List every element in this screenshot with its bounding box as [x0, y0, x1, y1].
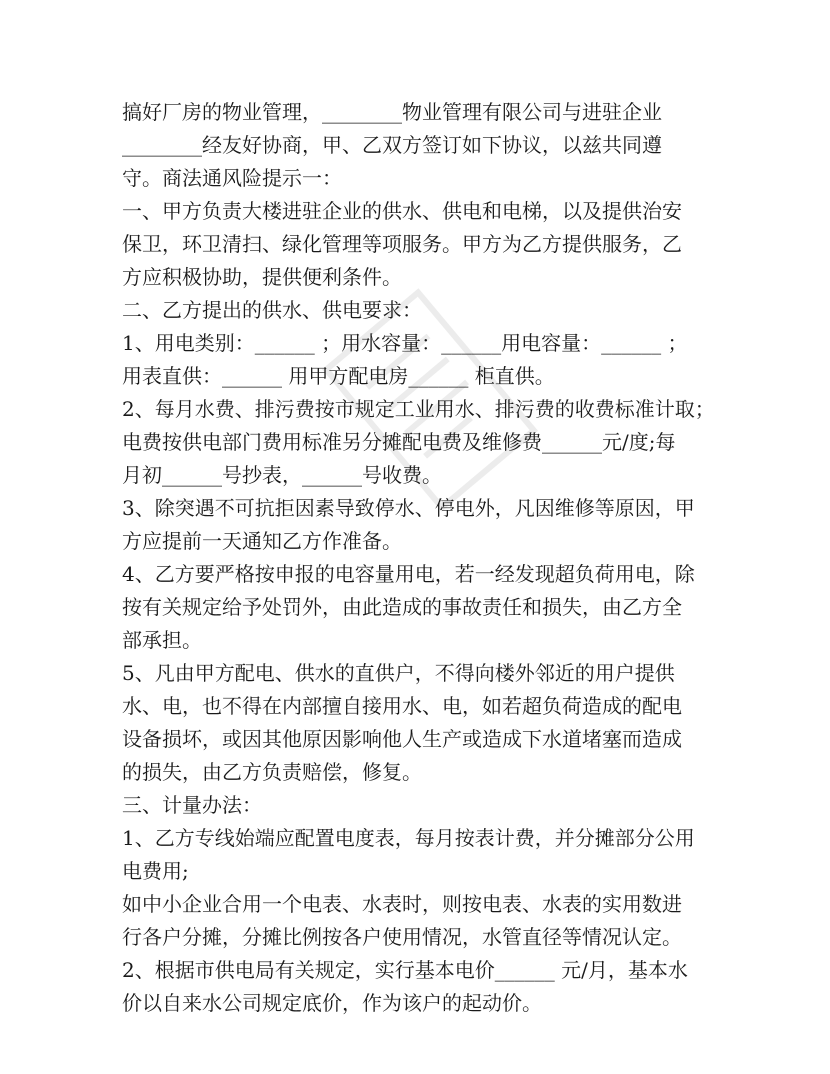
text-line: 按有关规定给予处罚外，由此造成的事故责任和损失，由乙方全: [122, 595, 682, 619]
text-line: 部承担。: [122, 628, 202, 652]
text-line: 搞好厂房的物业管理，________物业管理有限公司与进驻企业: [122, 100, 662, 124]
text-line: 三、计量办法：: [122, 793, 262, 817]
text-line: 月初______号抄表，______号收费。: [122, 463, 442, 487]
text-line: 1、乙方专线始端应配置电度表，每月按表计费，并分摊部分公用: [122, 826, 695, 850]
text-line: 电费用;: [122, 859, 189, 883]
text-line: 守。商法通风险提示一：: [122, 166, 342, 190]
text-line: 如中小企业合用一个电表、水表时，则按电表、水表的实用数进: [122, 892, 682, 916]
text-line: 4、乙方要严格按申报的电容量用电，若一经发现超负荷用电，除: [122, 562, 695, 586]
text-line: ________经友好协商，甲、乙双方签订如下协议，以兹共同遵: [122, 133, 662, 157]
text-line: 保卫，环卫清扫、绿化管理等项服务。甲方为乙方提供服务，乙: [122, 232, 682, 256]
text-line: 行各户分摊，分摊比例按各户使用情况，水管直径等情况认定。: [122, 925, 682, 949]
text-line: 设备损坏，或因其他原因影响他人生产或造成下水道堵塞而造成: [122, 727, 682, 751]
text-line: 水、电，也不得在内部擅自接用水、电，如若超负荷造成的配电: [122, 694, 682, 718]
text-line: 2、根据市供电局有关规定，实行基本电价______ 元/月，基本水: [122, 958, 688, 982]
document-body: [122, 96, 722, 1020]
text-line: 2、每月水费、排污费按市规定工业用水、排污费的收费标准计取；: [122, 397, 715, 421]
text-line: 方应提前一天通知乙方作准备。: [122, 529, 402, 553]
text-line: 用表直供：______ 用甲方配电房______ 柜直供。: [122, 364, 555, 388]
text-line: 一、甲方负责大楼进驻企业的供水、供电和电梯，以及提供治安: [122, 199, 682, 223]
text-line: 3、除突遇不可抗拒因素导致停水、停电外，凡因维修等原因，甲: [122, 496, 695, 520]
text-line: 价以自来水公司规定底价，作为该户的起动价。: [122, 991, 542, 1015]
text-line: 1、用电类别：______ ；用水容量：______用电容量：______ ；: [122, 331, 688, 355]
text-line: 5、凡由甲方配电、供水的直供户，不得向楼外邻近的用户提供: [122, 661, 675, 685]
text-line: 电费按供电部门费用标准另分摊配电费及维修费______元/度;每: [122, 430, 676, 454]
text-line: 方应积极协助，提供便利条件。: [122, 265, 402, 289]
text-line: 的损失，由乙方负责赔偿，修复。: [122, 760, 422, 784]
text-line: 二、乙方提出的供水、供电要求：: [122, 298, 422, 322]
